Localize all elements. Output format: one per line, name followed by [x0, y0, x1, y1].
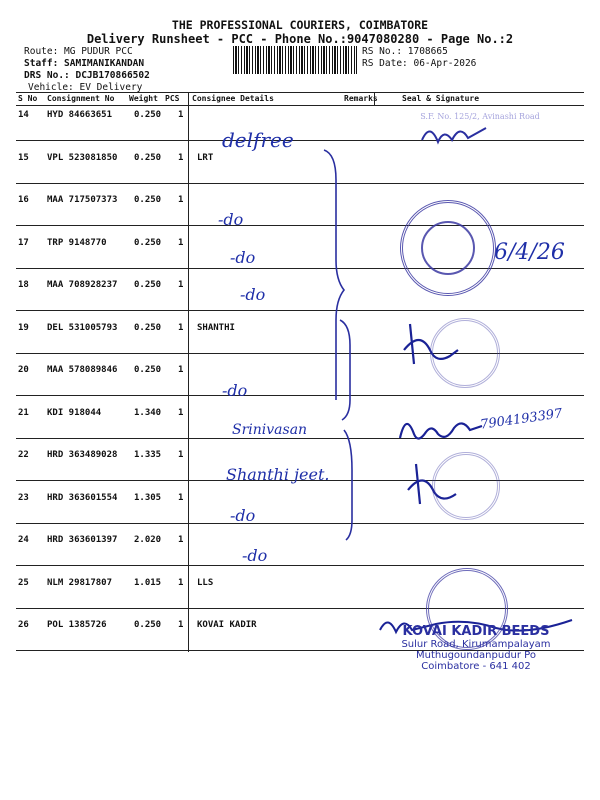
- row-weight: 1.305: [134, 492, 162, 503]
- company-stamp-top: S.F. No. 125/2, Avinashi Road: [420, 112, 540, 121]
- col-seal: Seal & Signature: [402, 94, 480, 103]
- row-weight: 0.250: [134, 195, 162, 205]
- row-sno: 14: [18, 110, 29, 120]
- handwriting-shanthi: Shanthi jeet.: [226, 465, 330, 484]
- row-weight: 0.250: [134, 620, 162, 630]
- row-pcs: 1: [178, 492, 184, 503]
- stamp-address-line: Coimbatore - 641 402: [421, 661, 531, 672]
- col-remarks: Remarks: [344, 94, 378, 103]
- row-sno: 18: [18, 280, 29, 290]
- handwriting-srinivasan: Srinivasan: [232, 422, 308, 438]
- row-consignee: KOVAI KADIR: [197, 620, 257, 630]
- runsheet-title: THE PROFESSIONAL COURIERS, COIMBATORE: [171, 18, 429, 32]
- handwriting-do: -do: [222, 381, 248, 400]
- kovai-stamp: [386, 624, 566, 672]
- row-consignment-no: HRD 363601554: [47, 492, 118, 503]
- row-consignment-no: MAA 578089846: [47, 365, 118, 375]
- row-pcs: 1: [178, 535, 184, 545]
- handwriting-delfree: delfree: [222, 128, 294, 152]
- col-pcs: PCS: [165, 94, 180, 103]
- row-divider: [16, 183, 584, 184]
- stamp-address-line: Muthugoundanpudur Po: [416, 650, 536, 661]
- handwriting-do: -do: [240, 285, 266, 304]
- signature: [396, 408, 486, 448]
- row-divider: [16, 225, 584, 226]
- header-top-rule: [16, 92, 584, 93]
- row-consignment-no: VPL 523081850: [47, 152, 118, 163]
- col-sno: S No: [18, 94, 38, 103]
- row-weight: 0.250: [134, 365, 162, 375]
- stamp-address-line: Sulur Road, Kirumampalayam: [401, 639, 551, 650]
- stamp-business-name: KOVAI KADIR BEEDS: [402, 624, 550, 639]
- handwriting-do: -do: [230, 506, 256, 525]
- row-consignment-no: TRP 9148770: [47, 237, 107, 248]
- row-weight: 1.015: [134, 577, 162, 588]
- row-sno: 16: [18, 195, 29, 205]
- route-label: Route: MG PUDUR PCC: [24, 46, 133, 57]
- row-consignee: LRT: [197, 152, 214, 163]
- row-consignment-no: MAA 717507373: [47, 195, 118, 205]
- staff-label: Staff: SAMIMANIKANDAN: [24, 58, 145, 69]
- row-consignment-no: DEL 531005793: [47, 322, 118, 333]
- row-divider: [16, 565, 584, 566]
- row-sno: 24: [18, 535, 29, 545]
- handwriting-phone: 7904193397: [479, 406, 564, 433]
- row-sno: 23: [18, 492, 29, 503]
- row-sno: 20: [18, 365, 29, 375]
- row-weight: 0.250: [134, 237, 162, 248]
- row-consignment-no: NLM 29817807: [47, 577, 113, 588]
- round-seal-stamp-faint: [430, 318, 500, 388]
- handwriting-do: -do: [242, 546, 268, 565]
- row-divider: [16, 523, 584, 524]
- barcode: [233, 46, 357, 74]
- row-pcs: 1: [178, 450, 184, 460]
- row-pcs: 1: [178, 322, 184, 333]
- row-weight: 1.340: [134, 407, 162, 418]
- row-pcs: 1: [178, 152, 184, 163]
- row-weight: 0.250: [134, 110, 162, 120]
- round-seal-stamp-faint: [432, 452, 500, 520]
- drs-label: DRS No.: DCJB170866502: [24, 70, 150, 81]
- row-consignment-no: HRD 363489028: [47, 450, 118, 460]
- row-sno: 15: [18, 152, 29, 163]
- row-divider: [16, 395, 584, 396]
- row-divider: [16, 310, 584, 311]
- row-pcs: 1: [178, 280, 184, 290]
- row-sno: 25: [18, 577, 29, 588]
- row-consignment-no: POL 1385726: [47, 620, 107, 630]
- row-weight: 2.020: [134, 535, 162, 545]
- row-consignee: SHANTHI: [197, 322, 235, 333]
- rs-date-label: RS Date: 06-Apr-2026: [362, 58, 477, 69]
- col-weight: Weight: [129, 94, 158, 103]
- row-pcs: 1: [178, 620, 184, 630]
- row-weight: 0.250: [134, 280, 162, 290]
- row-weight: 0.250: [134, 322, 162, 333]
- column-divider: [374, 92, 375, 106]
- row-pcs: 1: [178, 195, 184, 205]
- col-consignment: Consignment No: [47, 94, 115, 103]
- row-pcs: 1: [178, 577, 184, 588]
- round-seal-stamp: [400, 200, 496, 296]
- row-consignment-no: HRD 363601397: [47, 535, 118, 545]
- rs-no-label: RS No.: 1708665: [362, 46, 448, 57]
- runsheet-subtitle: Delivery Runsheet - PCC - Phone No.:9047080280 - Page No.:2: [86, 32, 514, 46]
- row-pcs: 1: [178, 365, 184, 375]
- bracket-marks: [320, 140, 360, 610]
- row-sno: 19: [18, 322, 29, 333]
- row-weight: 1.335: [134, 450, 162, 460]
- col-consignee: Consignee Details: [192, 94, 274, 103]
- row-consignment-no: HYD 84663651: [47, 110, 113, 120]
- handwriting-date: 6/4/26: [494, 240, 565, 265]
- vehicle-label: Vehicle: EV Delivery: [28, 82, 143, 93]
- row-pcs: 1: [178, 407, 184, 418]
- row-weight: 0.250: [134, 152, 162, 163]
- row-sno: 22: [18, 450, 29, 460]
- row-pcs: 1: [178, 110, 184, 120]
- row-pcs: 1: [178, 237, 184, 248]
- handwriting-do: -do: [218, 210, 244, 229]
- column-divider: [188, 92, 189, 652]
- row-sno: 17: [18, 237, 29, 248]
- row-consignment-no: MAA 708928237: [47, 280, 118, 290]
- row-divider: [16, 268, 584, 269]
- row-sno: 21: [18, 407, 29, 418]
- row-consignment-no: KDI 918044: [47, 407, 102, 418]
- row-sno: 26: [18, 620, 29, 630]
- handwriting-do: -do: [230, 248, 256, 267]
- row-consignee: LLS: [197, 577, 214, 588]
